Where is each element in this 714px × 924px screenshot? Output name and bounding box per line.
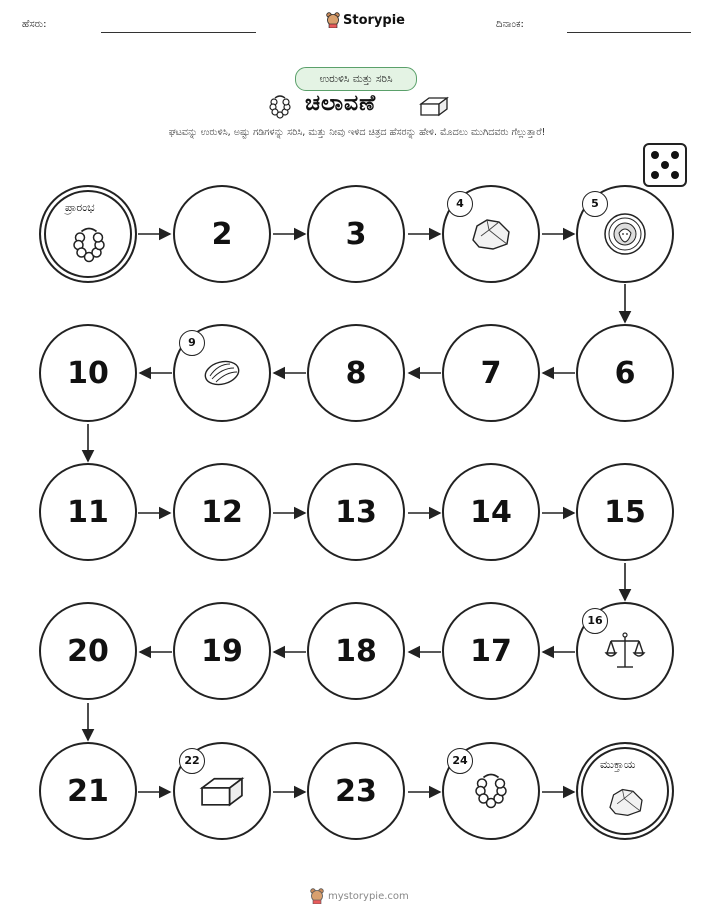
scales-icon bbox=[603, 629, 647, 673]
board-space-14[interactable]: 14 bbox=[442, 463, 540, 561]
instructions: ಘಟವನ್ನು ಉರುಳಿಸಿ, ಅಷ್ಟು ಗಡಿಗಳನ್ನು ಸರಿಸಿ, ಮತ್ತು ನೀವು ಇಳಿದ ಚಿತ್ರದ ಹೆಸರನ್ನು ಹೇಳಿ. ಮೊದಲು ಮುಗಿದವರು ಗೆಲ್ಲುತ್ತಾರೆ! bbox=[168, 127, 546, 138]
footer-site[interactable]: mystorypie.com bbox=[328, 890, 409, 902]
board-space-2[interactable]: 2 bbox=[173, 185, 271, 283]
board-space-23[interactable]: 23 bbox=[307, 742, 405, 840]
board-space-8[interactable]: 8 bbox=[307, 324, 405, 422]
board-space-18[interactable]: 18 bbox=[307, 602, 405, 700]
board-space-6[interactable]: 6 bbox=[576, 324, 674, 422]
rock-icon bbox=[606, 786, 646, 818]
board-space-19[interactable]: 19 bbox=[173, 602, 271, 700]
necklace-icon bbox=[71, 225, 107, 265]
board-space-10[interactable]: 10 bbox=[39, 324, 137, 422]
space-number-badge-22: 22 bbox=[179, 748, 205, 774]
brand-name: Storypie bbox=[343, 12, 405, 28]
space-number-badge-4: 4 bbox=[447, 191, 473, 217]
board-space-11[interactable]: 11 bbox=[39, 463, 137, 561]
board-space-13[interactable]: 13 bbox=[307, 463, 405, 561]
board-space-20[interactable]: 20 bbox=[39, 602, 137, 700]
finish-label: ಮುಕ್ತಾಯ bbox=[600, 758, 636, 771]
board-space-3[interactable]: 3 bbox=[307, 185, 405, 283]
finish-space[interactable] bbox=[576, 742, 674, 840]
bear-icon bbox=[310, 888, 324, 904]
name-label: ಹೆಸರು: bbox=[22, 19, 47, 30]
rock-icon bbox=[469, 216, 513, 252]
footer bbox=[310, 888, 409, 904]
category-pill: ಉರುಳಿಸಿ ಮತ್ತು ಸರಿಸಿ bbox=[295, 67, 417, 91]
board-space-15[interactable]: 15 bbox=[576, 463, 674, 561]
board-space-21[interactable]: 21 bbox=[39, 742, 137, 840]
shell-icon bbox=[202, 358, 242, 388]
space-number-badge-5: 5 bbox=[582, 191, 608, 217]
start-space[interactable] bbox=[39, 185, 137, 283]
space-number-badge-24: 24 bbox=[447, 748, 473, 774]
date-label: ದಿನಾಂಕ: bbox=[496, 19, 524, 30]
board-space-12[interactable]: 12 bbox=[173, 463, 271, 561]
board-space-7[interactable]: 7 bbox=[442, 324, 540, 422]
lion-coin-icon bbox=[602, 211, 648, 257]
necklace-icon bbox=[473, 771, 509, 811]
space-number-badge-16: 16 bbox=[582, 608, 608, 634]
space-number-badge-9: 9 bbox=[179, 330, 205, 356]
start-label: ಪ್ರಾರಂಭ bbox=[65, 201, 95, 214]
board-space-17[interactable]: 17 bbox=[442, 602, 540, 700]
page-title: ಚಲಾವಣೆ bbox=[305, 91, 377, 116]
brick-icon bbox=[199, 773, 245, 809]
